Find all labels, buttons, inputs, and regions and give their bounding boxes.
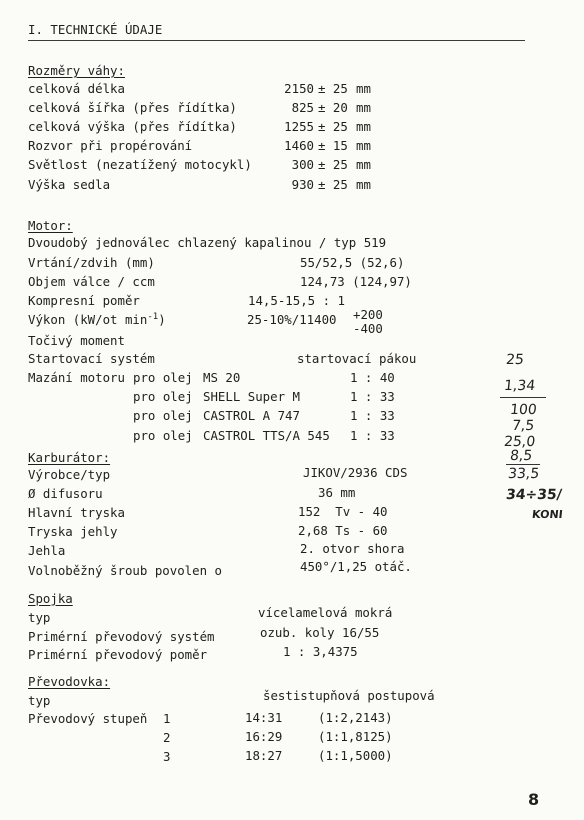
carburetor-label: Hlavní tryska <box>28 505 125 520</box>
dimension-tolerance: ± 25 <box>318 157 348 172</box>
dimension-label: Rozvor při propérování <box>28 138 193 153</box>
page-number: 8 <box>528 790 540 809</box>
dimension-tolerance: ± 25 <box>318 119 348 134</box>
dimension-tolerance: ± 25 <box>318 177 348 192</box>
dimension-value: 1460 <box>284 138 314 153</box>
bore-stroke-value: 55/52,5 (52,6) <box>300 255 405 270</box>
carburetor-value: 450°/1,25 otáč. <box>300 559 412 574</box>
margin-note: 25,0 <box>503 434 537 450</box>
gearbox-heading: Převodovka: <box>28 674 111 689</box>
clutch-label: Primérní převodový systém <box>28 629 215 644</box>
gear-label: Převodový stupeň <box>28 711 148 726</box>
carburetor-label: Ø difusoru <box>28 486 103 501</box>
clutch-label: Primérní převodový poměr <box>28 647 208 662</box>
oil-ratio: 1 : 33 <box>350 389 395 404</box>
margin-note: 34÷35/ <box>505 487 563 503</box>
carburetor-label: Tryska jehly <box>28 524 118 539</box>
clutch-heading: Spojka <box>28 591 73 606</box>
power-label-exponent: -1 <box>147 312 159 322</box>
oil-name: MS 20 <box>203 370 241 385</box>
oil-name: CASTROL TTS/A 545 <box>203 428 330 443</box>
dimension-label: Výška sedla <box>28 177 111 192</box>
dimension-unit: mm <box>356 100 371 115</box>
dimension-label: celková šířka (přes řídítka) <box>28 100 237 115</box>
displacement-value: 124,73 (124,97) <box>300 274 412 289</box>
dimension-value: 2150 <box>284 81 314 96</box>
margin-note-underline <box>500 397 546 398</box>
margin-note: 33,5 <box>507 466 541 482</box>
gear-ratio-decimal: (1:1,5000) <box>318 748 393 763</box>
oil-name: CASTROL A 747 <box>203 408 300 423</box>
carburetor-label: Volnoběžný šroub povolen o <box>28 563 222 578</box>
carburetor-heading: Karburátor: <box>28 450 111 465</box>
lubrication-label: Mazání motoru <box>28 370 125 385</box>
power-value: 25-10%/11400 <box>247 312 337 327</box>
dimension-unit: mm <box>356 157 371 172</box>
gear-number: 3 <box>163 749 171 764</box>
oil-ratio: 1 : 40 <box>350 370 395 385</box>
gearbox-type-label: typ <box>28 693 51 708</box>
dimensions-heading: Rozměry váhy: <box>28 63 125 78</box>
engine-heading: Motor: <box>28 218 73 233</box>
margin-note: 8,5 <box>509 448 534 464</box>
carburetor-value: 36 mm <box>318 485 356 500</box>
dimension-unit: mm <box>356 119 371 134</box>
gear-number: 1 <box>163 711 171 726</box>
gear-ratio: 16:29 <box>245 729 283 744</box>
gearbox-type-value: šestistupňová postupová <box>263 688 435 703</box>
carburetor-value: JIKOV/2936 CDS <box>303 465 408 480</box>
margin-note-underline <box>506 464 540 465</box>
gear-ratio-decimal: (1:2,2143) <box>318 710 393 725</box>
dimension-unit: mm <box>356 177 371 192</box>
oil-name: SHELL Super M <box>203 389 300 404</box>
margin-note: 7,5 <box>511 418 536 434</box>
gear-ratio: 18:27 <box>245 748 283 763</box>
starter-label: Startovací systém <box>28 351 155 366</box>
dimension-value: 1255 <box>284 119 314 134</box>
dimension-value: 825 <box>291 100 314 115</box>
clutch-value: ozub. koly 16/55 <box>260 625 380 640</box>
clutch-value: 1 : 3,4375 <box>283 644 358 659</box>
engine-type-line: Dvoudobý jednoválec chlazený kapalinou / typ 519 <box>28 235 387 250</box>
margin-note: 1,34 <box>503 378 537 394</box>
oil-ratio: 1 : 33 <box>350 408 395 423</box>
carburetor-label: Jehla <box>28 543 66 558</box>
gear-number: 2 <box>163 730 171 745</box>
gear-ratio-decimal: (1:1,8125) <box>318 729 393 744</box>
margin-note: KONI <box>531 508 564 521</box>
dimension-tolerance: ± 25 <box>318 81 348 96</box>
oil-prefix: pro olej <box>133 370 193 385</box>
carburetor-value: 2,68 Ts - 60 <box>298 523 388 538</box>
oil-ratio: 1 : 33 <box>350 428 395 443</box>
gear-ratio: 14:31 <box>245 710 283 725</box>
power-label-close: ) <box>158 312 166 327</box>
dimension-value: 300 <box>291 157 314 172</box>
dimension-unit: mm <box>356 81 371 96</box>
dimension-label: celková výška (přes řídítka) <box>28 119 237 134</box>
clutch-label: typ <box>28 610 51 625</box>
carburetor-value: 152 Tv - 40 <box>298 504 388 519</box>
oil-prefix: pro olej <box>133 408 193 423</box>
margin-note: 25 <box>505 352 525 368</box>
margin-note: 100 <box>509 402 538 418</box>
page-title: I. TECHNICKÉ ÚDAJE <box>28 22 163 37</box>
dimension-value: 930 <box>291 177 314 192</box>
compression-label: Kompresní poměr <box>28 293 140 308</box>
clutch-value: vícelamelová mokrá <box>258 605 393 620</box>
starter-value: startovací pákou <box>297 351 417 366</box>
displacement-label: Objem válce / ccm <box>28 274 155 289</box>
power-label <box>28 313 166 327</box>
dimension-label: Světlost (nezatížený motocykl) <box>28 157 252 172</box>
power-tolerance-minus: -400 <box>353 321 383 336</box>
oil-prefix: pro olej <box>133 428 193 443</box>
bore-stroke-label: Vrtání/zdvih (mm) <box>28 255 155 270</box>
oil-prefix: pro olej <box>133 389 193 404</box>
power-label-text: Výkon (kW/ot min <box>28 312 148 327</box>
dimension-unit: mm <box>356 138 371 153</box>
dimension-label: celková délka <box>28 81 125 96</box>
dimension-tolerance: ± 15 <box>318 138 348 153</box>
carburetor-value: 2. otvor shora <box>300 541 405 556</box>
header-rule <box>28 40 525 41</box>
power-tolerance-plus: +200 <box>353 307 383 322</box>
dimension-tolerance: ± 20 <box>318 100 348 115</box>
torque-label: Točivý moment <box>28 333 125 348</box>
compression-value: 14,5-15,5 : 1 <box>248 293 345 308</box>
carburetor-label: Výrobce/typ <box>28 467 111 482</box>
